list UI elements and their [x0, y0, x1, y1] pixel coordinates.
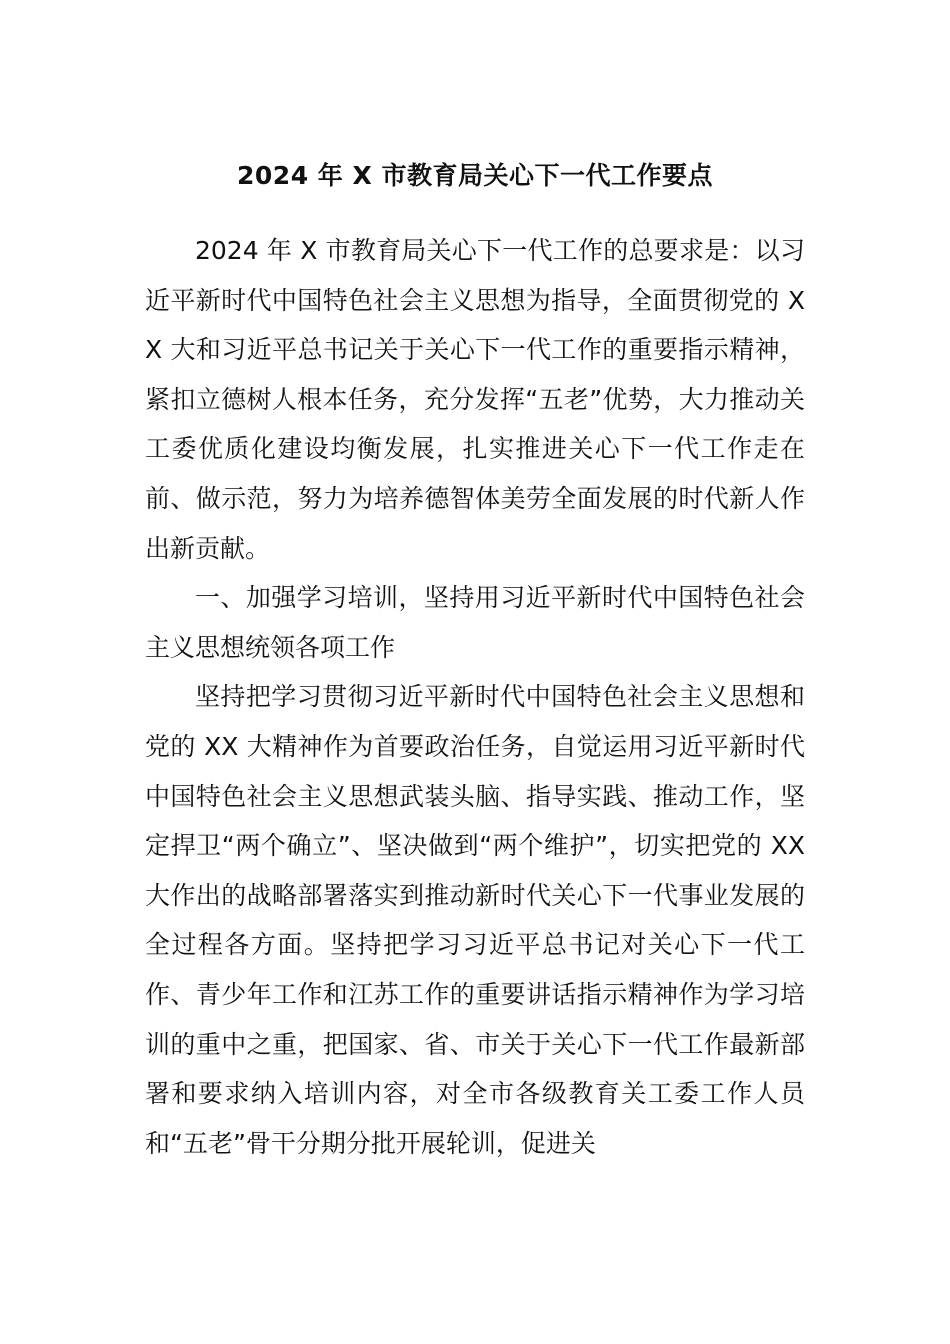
- document-body: [145, 226, 805, 1168]
- paragraph-section-1: 坚持把学习贯彻习近平新时代中国特色社会主义思想和党的 XX 大精神作为首要政治任务，自觉运用习近平新时代中国特色社会主义思想武装头脑、指导实践、推动工作，坚定捍卫“两个确立”、坚决做到“两个维护”，切实把党的 XX 大作出的战略部署落实到推动新时代关心下一代事业发展的全过程各方面。坚持把学习习近平总书记对关心下一代工作、青少年工作和江苏工作的重要讲话指示精神作为学习培训的重中之重，把国家、省、市关于关心下一代工作最新部署和要求纳入培训内容，对全市各级教育关工委工作人员和“五老”骨干分期分批开展轮训，促进关: [145, 682, 805, 1158]
- section-heading-1: 一、加强学习培训，坚持用习近平新时代中国特色社会主义思想统领各项工作: [145, 583, 805, 662]
- paragraph-intro: 2024 年 X 市教育局关心下一代工作的总要求是：以习近平新时代中国特色社会主义思想为指导，全面贯彻党的 XX 大和习近平总书记关于关心下一代工作的重要指示精神，紧扣立德树人根本任务，充分发挥“五老”优势，大力推动关工委优质化建设均衡发展，扎实推进关心下一代工作走在前、做示范，努力为培养德智体美劳全面发展的时代新人作出新贡献。: [145, 236, 805, 563]
- document-title: 2024 年 X 市教育局关心下一代工作要点: [237, 161, 713, 190]
